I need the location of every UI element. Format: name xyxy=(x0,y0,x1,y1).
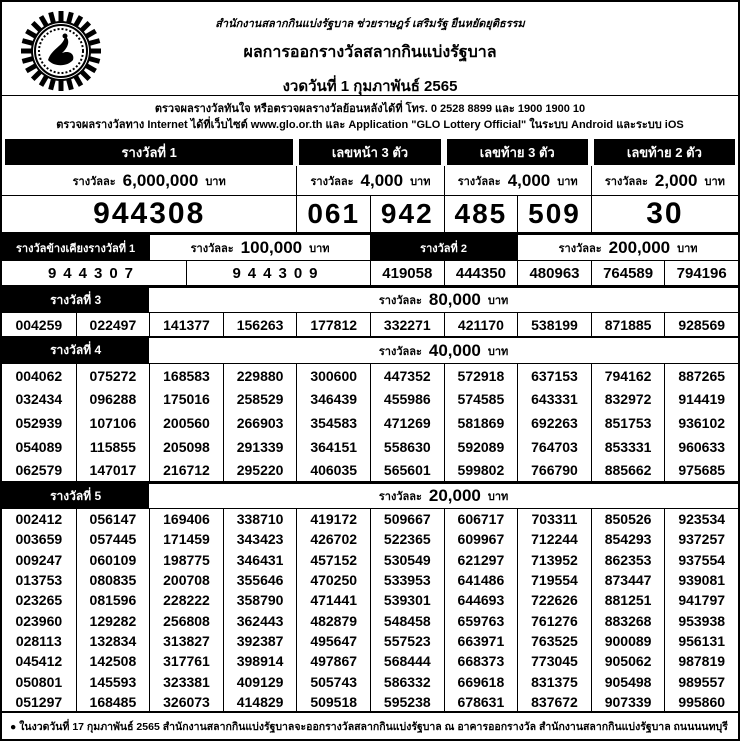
prize-number: 831375 xyxy=(517,671,591,691)
prize-number: 156263 xyxy=(223,313,297,337)
prize-number: 142508 xyxy=(76,651,150,671)
prize-number: 266903 xyxy=(223,411,297,435)
prize-number: 032434 xyxy=(15,391,63,408)
prize-number: 013753 xyxy=(15,572,63,589)
last2-number: 30 xyxy=(591,196,738,232)
prize2-number: 794196 xyxy=(664,261,738,285)
prize-number: 574585 xyxy=(444,388,518,412)
prize-number: 022497 xyxy=(76,313,150,337)
prize2-number: 764589 xyxy=(591,261,665,285)
prize4-amount: รางวัลละ 40,000 บาท xyxy=(378,340,509,360)
prize-number: 346431 xyxy=(223,550,297,570)
prize-number: 505743 xyxy=(296,671,370,691)
prize-number: 414829 xyxy=(223,692,297,712)
prize1-amount-row xyxy=(2,166,738,195)
prize-number: 421170 xyxy=(444,313,518,337)
prize-number: 509518 xyxy=(296,692,370,712)
footer xyxy=(2,711,738,739)
prize-number: 326073 xyxy=(149,692,223,712)
prize-number: 045412 xyxy=(15,653,63,670)
prize-number: 258529 xyxy=(223,388,297,412)
prize-number: 989557 xyxy=(664,671,738,691)
prize-number: 609967 xyxy=(444,529,518,549)
adjacent-prize2-numbers-row xyxy=(2,260,738,285)
last3-number: 485 xyxy=(444,196,518,232)
prize-number: 539301 xyxy=(370,590,444,610)
prize-number: 317761 xyxy=(149,651,223,671)
prize-number: 062579 xyxy=(15,462,63,479)
prize1-amount: รางวัลละ 6,000,000 บาท xyxy=(72,170,226,190)
prize-number: 228222 xyxy=(149,590,223,610)
prize-number: 883268 xyxy=(591,610,665,630)
front3-number: 061 xyxy=(296,196,370,232)
prize-number: 832972 xyxy=(591,388,665,412)
prize-number: 056147 xyxy=(76,509,150,529)
adjacent-label: รางวัลข้างเคียงรางวัลที่ 1 xyxy=(2,235,149,260)
adjacent-number: 944309 xyxy=(186,261,370,285)
prize-number: 004259 xyxy=(15,317,63,333)
prize-number: 145593 xyxy=(76,671,150,691)
prize-number: 572918 xyxy=(444,364,518,388)
prize-number: 050801 xyxy=(15,673,63,690)
prize-number: 936102 xyxy=(664,411,738,435)
prize-number: 953938 xyxy=(664,610,738,630)
prize-number: 323381 xyxy=(149,671,223,691)
glo-seal-logo xyxy=(18,10,104,92)
prize-number: 362443 xyxy=(223,610,297,630)
prize-number: 447352 xyxy=(370,364,444,388)
prize-number: 719554 xyxy=(517,570,591,590)
last3-amount: รางวัลละ 4,000 บาท xyxy=(444,166,591,195)
prize-number: 885662 xyxy=(591,458,665,482)
prize-number: 565601 xyxy=(370,458,444,482)
prize1-label: รางวัลที่ 1 xyxy=(5,139,293,165)
prize3-header-row xyxy=(2,285,738,312)
prize-number: 722626 xyxy=(517,590,591,610)
prize-number: 905062 xyxy=(591,651,665,671)
prize-number: 941797 xyxy=(664,590,738,610)
prize-number: 023265 xyxy=(15,592,63,609)
prize-number: 200708 xyxy=(149,570,223,590)
prize-number: 198775 xyxy=(149,550,223,570)
prize-number: 773045 xyxy=(517,651,591,671)
prize-number: 595238 xyxy=(370,692,444,712)
prize-number: 291339 xyxy=(223,435,297,459)
prize-number: 606717 xyxy=(444,509,518,529)
prize-number: 300600 xyxy=(296,364,370,388)
prize-number: 713952 xyxy=(517,550,591,570)
prize5-numbers-grid xyxy=(2,508,738,711)
prize-number: 937257 xyxy=(664,529,738,549)
prize-number: 794162 xyxy=(591,364,665,388)
prize-number: 853331 xyxy=(591,435,665,459)
prize-number: 522365 xyxy=(370,529,444,549)
prize-number: 558630 xyxy=(370,435,444,459)
prize-number: 054089 xyxy=(15,438,63,455)
prize2-label: รางวัลที่ 2 xyxy=(370,235,517,260)
front3-label: เลขหน้า 3 ตัว xyxy=(299,139,440,165)
prize-number: 028113 xyxy=(15,632,62,649)
prize-number: 455986 xyxy=(370,388,444,412)
last3-label: เลขท้าย 3 ตัว xyxy=(447,139,588,165)
prize-number: 533953 xyxy=(370,570,444,590)
prize-number: 129282 xyxy=(76,610,150,630)
prize-number: 928569 xyxy=(664,313,738,337)
prize-number: 060109 xyxy=(76,550,150,570)
prize-number: 406035 xyxy=(296,458,370,482)
prize-number: 663971 xyxy=(444,631,518,651)
prize5-header-row xyxy=(2,481,738,508)
prize-number: 914419 xyxy=(664,388,738,412)
prize-number: 003659 xyxy=(15,531,63,548)
prize-number: 862353 xyxy=(591,550,665,570)
prize-number: 644693 xyxy=(444,590,518,610)
prize-number: 343423 xyxy=(223,529,297,549)
prize-number: 712244 xyxy=(517,529,591,549)
last2-label: เลขท้าย 2 ตัว xyxy=(594,139,735,165)
prize-number: 764703 xyxy=(517,435,591,459)
last2-amount: รางวัลละ 2,000 บาท xyxy=(591,166,738,195)
prize-number: 854293 xyxy=(591,529,665,549)
prize-number: 581869 xyxy=(444,411,518,435)
prize-number: 703311 xyxy=(517,509,591,529)
prize-number: 229880 xyxy=(223,364,297,388)
prize-number: 887265 xyxy=(664,364,738,388)
prize-number: 995860 xyxy=(664,692,738,712)
prize-number: 009247 xyxy=(15,551,63,568)
prize-number: 568444 xyxy=(370,651,444,671)
page-title: ผลการออกรางวัลสลากกินแบ่งรัฐบาล xyxy=(243,44,497,61)
prize5-amount: รางวัลละ 20,000 บาท xyxy=(378,486,509,505)
prize-number: 141377 xyxy=(149,313,223,337)
prize-number: 002412 xyxy=(15,511,63,528)
prize-number: 530549 xyxy=(370,550,444,570)
prize-number: 313827 xyxy=(149,631,223,651)
prize-number: 923534 xyxy=(664,509,738,529)
prize5-label: รางวัลที่ 5 xyxy=(2,484,149,508)
prize-number: 471269 xyxy=(370,411,444,435)
prize-number: 175016 xyxy=(149,388,223,412)
prize-number: 457152 xyxy=(296,550,370,570)
prize-number: 147017 xyxy=(76,458,150,482)
prize-number: 419172 xyxy=(296,509,370,529)
last3-number: 509 xyxy=(517,196,591,232)
check-info xyxy=(2,95,738,137)
prize-number: 956131 xyxy=(664,631,738,651)
prize-number: 177812 xyxy=(296,313,370,337)
prize-number: 586332 xyxy=(370,671,444,691)
prize-number: 355646 xyxy=(223,570,297,590)
prize-number: 678631 xyxy=(444,692,518,712)
prize-number: 096288 xyxy=(76,388,150,412)
prize-number: 200560 xyxy=(149,411,223,435)
next-draw-note: ● ในงวดวันที่ 17 กุมภาพันธ์ 2565 สำนักงานสลากกินแบ่งรัฐบาลจะออกรางวัลสลากกินแบ่งรัฐบาล ณ อาคารออกรางวัล สำนักงานสลากกินแบ่งรัฐบาล ถนนนนทบุรี xyxy=(10,720,728,733)
prize-number: 900089 xyxy=(591,631,665,651)
prize-number: 471441 xyxy=(296,590,370,610)
prize3-amount: รางวัลละ 80,000 บาท xyxy=(378,290,509,309)
prize-number: 216712 xyxy=(149,458,223,482)
prize-number: 168485 xyxy=(76,692,150,712)
prize-number: 939081 xyxy=(664,570,738,590)
front3-number: 942 xyxy=(370,196,444,232)
prize4-header-row xyxy=(2,336,738,363)
prize-number: 659763 xyxy=(444,610,518,630)
prize-number: 023960 xyxy=(15,612,63,629)
prize-number: 637153 xyxy=(517,364,591,388)
prize-number: 004062 xyxy=(15,367,63,384)
prize2-number: 419058 xyxy=(370,261,444,285)
prize-number: 358790 xyxy=(223,590,297,610)
prize-number: 761276 xyxy=(517,610,591,630)
prize-number: 107106 xyxy=(76,411,150,435)
prize2-number: 480963 xyxy=(517,261,591,285)
prize-number: 763525 xyxy=(517,631,591,651)
agency-motto: สำนักงานสลากกินแบ่งรัฐบาล ช่วยราษฎร์ เสริมรัฐ ยืนหยัดยุติธรรม xyxy=(215,18,525,30)
check-info-internet: ตรวจผลรางวัลทาง Internet ได้ที่เว็บไซต์ www.glo.or.th และ Application "GLO Lottery Official" ในระบบ Android และระบบ iOS xyxy=(56,119,684,131)
prize-number: 669618 xyxy=(444,671,518,691)
prize-number: 364151 xyxy=(296,435,370,459)
prize4-numbers-grid xyxy=(2,363,738,481)
prize-number: 497867 xyxy=(296,651,370,671)
prize-number: 115855 xyxy=(76,435,150,459)
header xyxy=(2,2,738,95)
prize-number: 873447 xyxy=(591,570,665,590)
prize1-numbers-row xyxy=(2,195,738,232)
prize-number: 080835 xyxy=(76,570,150,590)
prize-number: 171459 xyxy=(149,529,223,549)
prize3-label: รางวัลที่ 3 xyxy=(2,288,149,312)
prize4-label: รางวัลที่ 4 xyxy=(2,338,149,363)
prize-number: 850526 xyxy=(591,509,665,529)
adjacent-prize2-header-row xyxy=(2,232,738,260)
prize-number: 905498 xyxy=(591,671,665,691)
prize-number: 975685 xyxy=(664,458,738,482)
prize-number: 398914 xyxy=(223,651,297,671)
prize2-number: 444350 xyxy=(444,261,518,285)
prize-number: 641486 xyxy=(444,570,518,590)
prize-number: 538199 xyxy=(517,313,591,337)
prize-number: 168583 xyxy=(149,364,223,388)
prize-number: 960633 xyxy=(664,435,738,459)
prize-number: 338710 xyxy=(223,509,297,529)
prize-number: 871885 xyxy=(591,313,665,337)
prize-number: 081596 xyxy=(76,590,150,610)
prize-number: 621297 xyxy=(444,550,518,570)
prize-number: 426702 xyxy=(296,529,370,549)
prize-number: 205098 xyxy=(149,435,223,459)
prize-number: 256808 xyxy=(149,610,223,630)
prize-number: 907339 xyxy=(591,692,665,712)
prize-number: 346439 xyxy=(296,388,370,412)
prize-number: 495647 xyxy=(296,631,370,651)
prize-number: 470250 xyxy=(296,570,370,590)
prize-number: 132834 xyxy=(76,631,150,651)
prize-number: 599802 xyxy=(444,458,518,482)
prize-number: 643331 xyxy=(517,388,591,412)
prize-number: 692263 xyxy=(517,411,591,435)
adjacent-amount: รางวัลละ 100,000 บาท xyxy=(149,235,370,260)
prize-number: 509667 xyxy=(370,509,444,529)
prize-number: 482879 xyxy=(296,610,370,630)
prize-number: 837672 xyxy=(517,692,591,712)
prize1-number: 944308 xyxy=(93,197,206,230)
prize-number: 557523 xyxy=(370,631,444,651)
prize-number: 987819 xyxy=(664,651,738,671)
prize-number: 409129 xyxy=(223,671,297,691)
prize-number: 051297 xyxy=(15,693,63,710)
prize-number: 052939 xyxy=(15,414,63,431)
prize-number: 332271 xyxy=(370,313,444,337)
prize-number: 937554 xyxy=(664,550,738,570)
check-info-phone: ตรวจผลรางวัลทันใจ หรือตรวจผลรางวัลย้อนหลังได้ที่ โทร. 0 2528 8899 และ 1900 1900 10 xyxy=(154,103,586,115)
prize3-numbers-grid xyxy=(2,312,738,336)
prize-number: 354583 xyxy=(296,411,370,435)
prize-number: 592089 xyxy=(444,435,518,459)
front3-amount: รางวัลละ 4,000 บาท xyxy=(296,166,443,195)
prize-number: 392387 xyxy=(223,631,297,651)
prize-number: 075272 xyxy=(76,364,150,388)
prize-number: 169406 xyxy=(149,509,223,529)
draw-date: งวดวันที่ 1 กุมภาพันธ์ 2565 xyxy=(282,78,458,95)
prize-number: 881251 xyxy=(591,590,665,610)
prize1-header-row xyxy=(2,137,738,166)
prize-number: 668373 xyxy=(444,651,518,671)
prize2-amount: รางวัลละ 200,000 บาท xyxy=(517,235,738,260)
prize-number: 766790 xyxy=(517,458,591,482)
adjacent-number: 944307 xyxy=(47,264,141,282)
prize-number: 057445 xyxy=(76,529,150,549)
prize-number: 295220 xyxy=(223,458,297,482)
prize-number: 548458 xyxy=(370,610,444,630)
prize-number: 851753 xyxy=(591,411,665,435)
